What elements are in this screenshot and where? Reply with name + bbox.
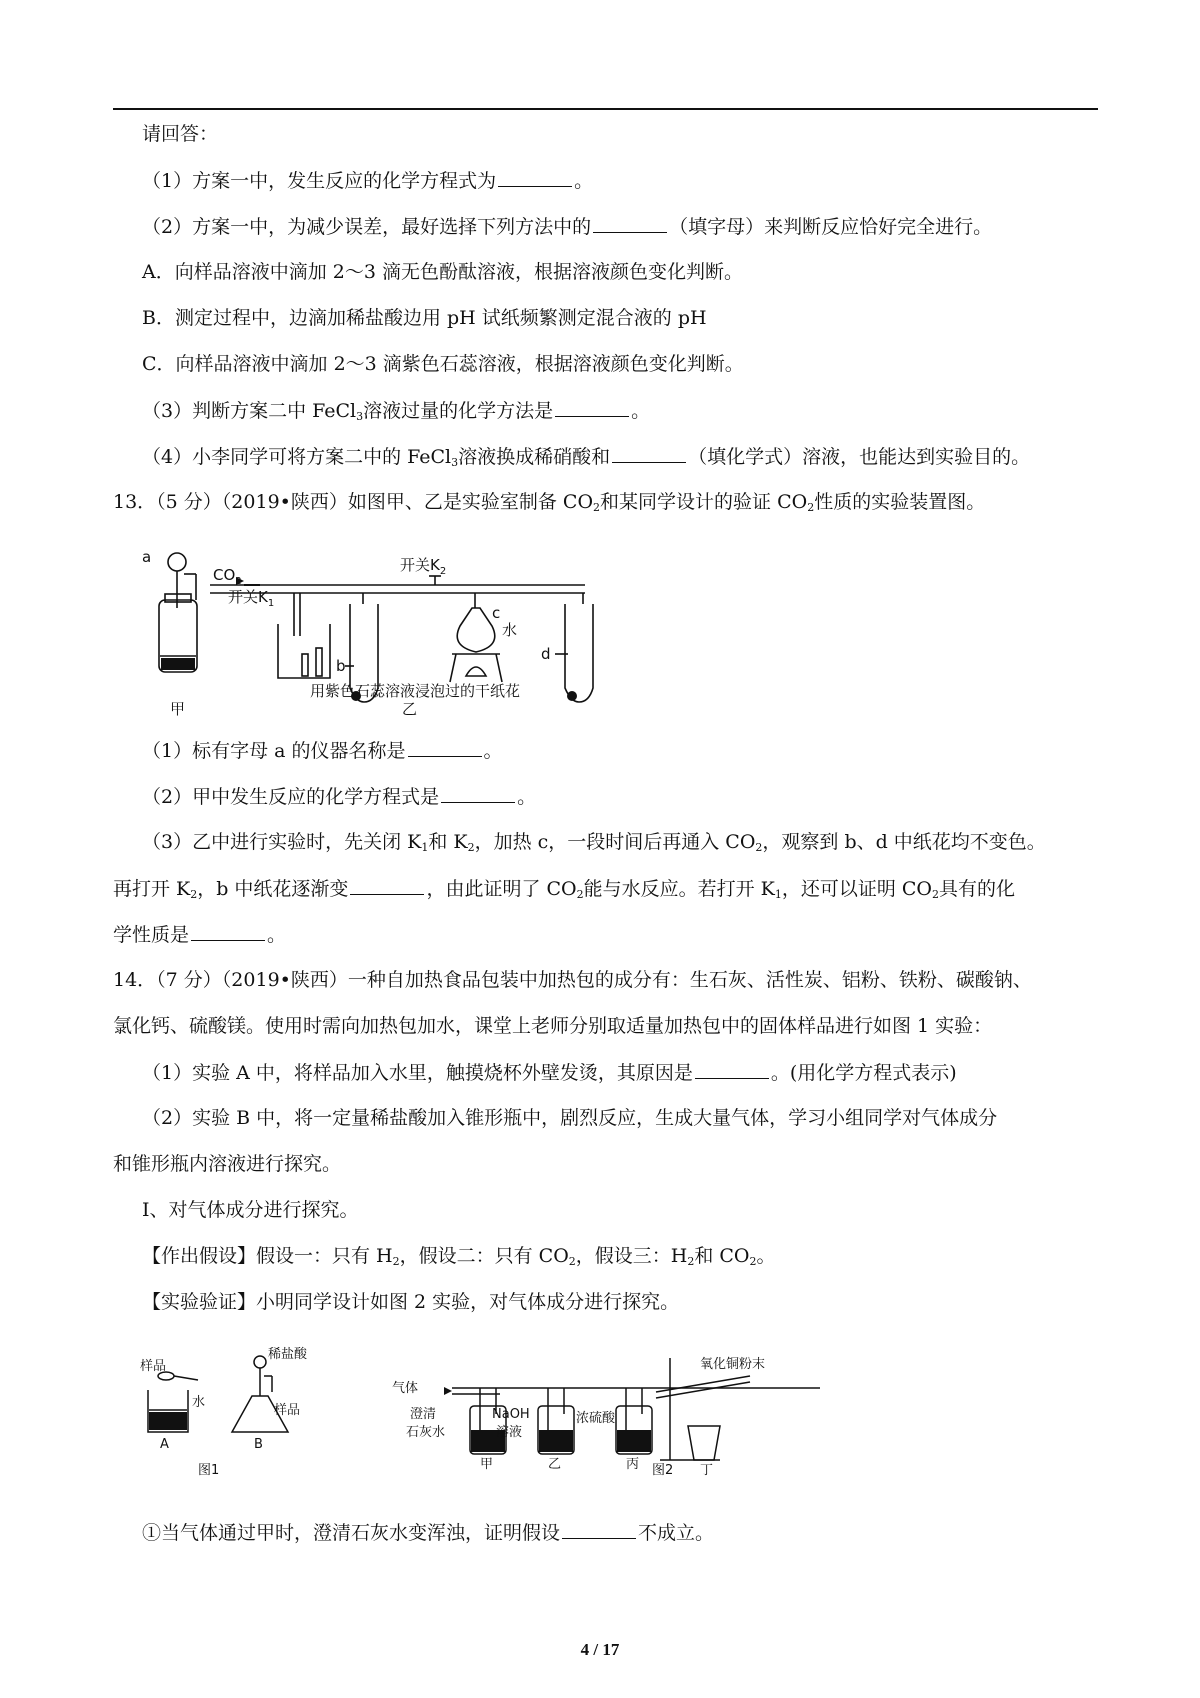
label-b: b [336, 657, 346, 675]
label-water: 水 [192, 1395, 206, 1410]
label-sample-b: 样品 [274, 1403, 301, 1418]
label-B: B [254, 1437, 263, 1452]
label-naoh-1: NaOH [492, 1407, 530, 1422]
label-d: d [541, 645, 551, 663]
q12-part4: （4）小李同学可将方案二中的 FeCl$_3$溶液换成稀硝酸和 （填化学式）溶液，也能达到实验目的。 [142, 446, 1031, 469]
label-naoh-2: 溶液 [496, 1425, 523, 1440]
q13-part1: （1）标有字母 a 的仪器名称是 。 [142, 740, 503, 762]
label-fig1: 图1 [198, 1463, 220, 1478]
label-co2: $CO_2$ [213, 566, 242, 587]
label-fig2: 图2 [652, 1463, 674, 1478]
option-b: B．测定过程中，边滴加稀盐酸边用 pH 试纸频繁测定混合液的 pH [142, 307, 707, 329]
label-gas: 气体 [392, 1381, 419, 1396]
q14-part2: （2）实验 B 中，将一定量稀盐酸加入锥形瓶中，剧烈反应，生成大量气体，学习小组同学对气体成分 [142, 1107, 998, 1129]
answer-blank[interactable] [612, 444, 686, 463]
label-jia: 甲 [480, 1457, 494, 1472]
q14-verification: 【实验验证】小明同学设计如图 2 实验，对气体成分进行探究。 [142, 1291, 680, 1313]
label-acid: 稀盐酸 [268, 1347, 308, 1362]
label-limewater-2: 石灰水 [406, 1425, 446, 1440]
answer-blank[interactable] [350, 876, 424, 895]
question-13-heading: 13．（5 分）（2019•陕西）如图甲、乙是实验室制备 $CO_2$和某同学设计的验证 $CO_2$性质的实验装置图。 [113, 491, 986, 514]
label-cuo: 氧化铜粉末 [700, 1357, 766, 1372]
label-yi: 乙 [402, 700, 418, 716]
q12-part1: （1）方案一中，发生反应的化学方程式为 。 [142, 170, 594, 192]
page-number: 4 / 17 [580, 1640, 620, 1659]
label-h2so4: 浓硫酸 [576, 1411, 616, 1426]
question-14-heading: 14．（7 分）（2019•陕西）一种自加热食品包装中加热包的成分有：生石灰、活性炭、铝粉、铁粉、碳酸钠、 [113, 969, 1032, 991]
q13-part3-cont: 再打开 $K_2$，b 中纸花逐渐变 ，由此证明了 $CO_2$能与水反应。若打开 $K_1$，还可以证明 $CO_2$具有的化 [113, 878, 1016, 901]
q14-part1: （1）实验 A 中，将样品加入水里，触摸烧杯外壁发烫，其原因是 。(用化学方程式表示) [142, 1062, 957, 1084]
label-k2: 开关$K_2$ [400, 556, 447, 577]
q13-part2: （2）甲中发生反应的化学方程式是 。 [142, 786, 537, 808]
label-a: a [142, 548, 152, 566]
answer-blank[interactable] [593, 214, 667, 233]
answer-blank[interactable] [562, 1520, 636, 1539]
label-limewater-1: 澄清 [410, 1407, 437, 1422]
prompt-line: 请回答： [142, 123, 219, 145]
label-k1: 开关$K_1$ [228, 588, 275, 609]
option-a: A．向样品溶液中滴加 2～3 滴无色酚酞溶液，根据溶液颜色变化判断。 [142, 261, 743, 283]
option-c: C．向样品溶液中滴加 2～3 滴紫色石蕊溶液，根据溶液颜色变化判断。 [142, 353, 744, 375]
label-jia: 甲 [170, 700, 186, 716]
figure-13-caption: 用紫色石蕊溶液浸泡过的干纸花 [310, 682, 521, 700]
q12-part2: （2）方案一中，为减少误差，最好选择下列方法中的 （填字母）来判断反应恰好完全进行。 [142, 216, 993, 238]
label-yi: 乙 [548, 1457, 562, 1472]
label-c: c [492, 604, 501, 622]
header-rule [113, 108, 1098, 110]
figure-13-apparatus [140, 536, 640, 716]
q14-hypothesis: 【作出假设】假设一：只有 $H_2$，假设二：只有 $CO_2$，假设三：$H_2$和 $CO_2$。 [142, 1245, 776, 1268]
q14-step-1: ①当气体通过甲时，澄清石灰水变浑浊，证明假设 不成立。 [142, 1522, 715, 1544]
label-water: 水 [502, 621, 518, 639]
label-A: A [160, 1437, 169, 1452]
label-bing: 丙 [626, 1457, 640, 1472]
q13-part3: （3）乙中进行实验时，先关闭 $K_1$和 $K_2$，加热 c，一段时间后再通入 $CO_2$，观察到 b、d 中纸花均不变色。 [142, 831, 1046, 854]
q14-part2-cont: 和锥形瓶内溶液进行探究。 [113, 1153, 342, 1175]
q13-part3-end: 学性质是 。 [113, 924, 287, 946]
q14-section-1: Ⅰ、对气体成分进行探究。 [142, 1199, 359, 1221]
label-ding: 丁 [700, 1463, 714, 1478]
q12-part3: （3）判断方案二中 FeCl$_3$溶液过量的化学方法是 。 [142, 400, 651, 423]
answer-blank[interactable] [498, 168, 572, 187]
label-sample: 样品 [140, 1359, 167, 1374]
figure-14-apparatus [140, 1340, 1000, 1480]
answer-blank[interactable] [441, 784, 515, 803]
question-14-text: 氯化钙、硫酸镁。使用时需向加热包加水，课堂上老师分别取适量加热包中的固体样品进行如图 1 实验： [113, 1015, 993, 1037]
answer-blank[interactable] [695, 1060, 769, 1079]
answer-blank[interactable] [408, 738, 482, 757]
answer-blank[interactable] [191, 922, 265, 941]
answer-blank[interactable] [555, 398, 629, 417]
